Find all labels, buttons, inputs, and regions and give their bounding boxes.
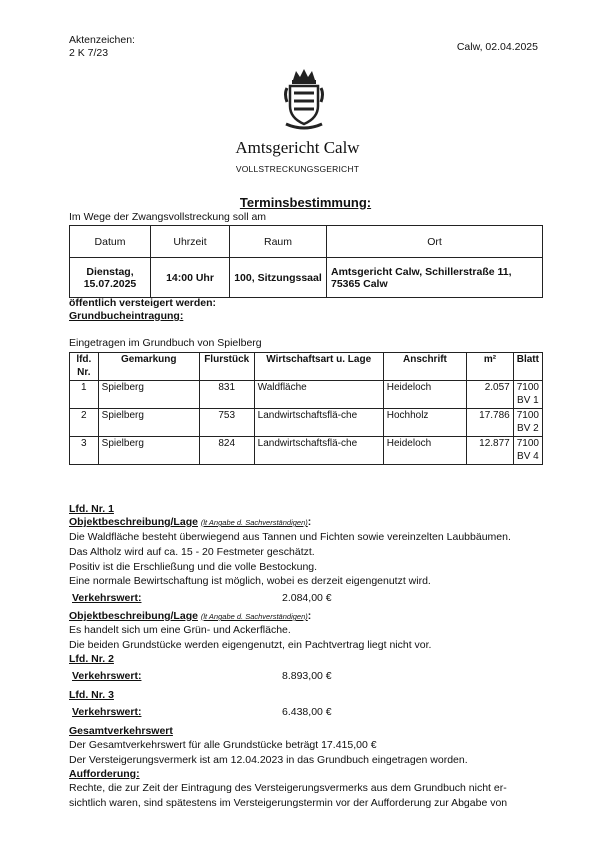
verkehrswert-value: 2.084,00 €: [282, 592, 332, 604]
cell-flurstueck: 824: [199, 437, 254, 465]
grundbuch-intro: Eingetragen im Grundbuch von Spielberg: [69, 337, 262, 349]
coat-of-arms-icon: [283, 68, 325, 132]
cell-gemarkung: Spielberg: [98, 437, 199, 465]
table-header-row: [70, 353, 543, 381]
cell-blatt: 7100 BV 2: [513, 409, 542, 437]
lfd1-line: Die Waldfläche besteht überwiegend aus Tannen und Fichten sowie vereinzelten Laubbäumen.: [69, 531, 511, 543]
cell-gemarkung: Spielberg: [98, 409, 199, 437]
aufforderung-line: Rechte, die zur Zeit der Eintragung des Versteigerungsvermerks aus dem Grundbuch nicht er-: [69, 782, 507, 794]
column-header: Datum: [70, 226, 151, 258]
cell-wirtschaftsart: Waldfläche: [254, 381, 383, 409]
cell-lfd: 3: [70, 437, 99, 465]
lfd3-heading: Lfd. Nr. 3: [69, 689, 114, 701]
cell-lfd: 2: [70, 409, 99, 437]
table-row: [70, 437, 543, 465]
column-header: Flurstück: [199, 353, 254, 381]
column-header: Blatt: [513, 353, 542, 381]
termin-location: Amtsgericht Calw, Schillerstraße 11, 75365 Calw: [327, 258, 543, 298]
court-subtitle: VOLLSTRECKUNGSGERICHT: [235, 164, 360, 174]
column-header: m²: [467, 353, 514, 381]
obj-desc-label-1: Objektbeschreibung/Lage (lt Angabe d. Sachverständigen):: [69, 516, 312, 528]
grundbuch-table: [69, 352, 543, 465]
column-header: Anschrift: [383, 353, 466, 381]
termin-room: 100, Sitzungssaal: [230, 258, 327, 298]
termin-time: 14:00 Uhr: [151, 258, 230, 298]
grundbuch-heading: Grundbucheintragung:: [69, 310, 184, 322]
verkehrswert-label: Verkehrswert:: [72, 706, 142, 718]
cell-anschrift: Heideloch: [383, 381, 466, 409]
gesamt-heading: Gesamtverkehrswert: [69, 725, 173, 737]
column-header: Gemarkung: [98, 353, 199, 381]
lfd1-line: Das Altholz wird auf ca. 15 - 20 Festmeter geschätzt.: [69, 546, 315, 558]
termin-date: Dienstag, 15.07.2025: [70, 258, 151, 298]
cell-area: 2.057: [467, 381, 514, 409]
column-header: Raum: [230, 226, 327, 258]
column-header: lfd. Nr.: [70, 353, 99, 381]
document-title: Terminsbestimmung:: [239, 195, 372, 210]
termin-table: [69, 225, 543, 298]
cell-flurstueck: 753: [199, 409, 254, 437]
lfd2-heading: Lfd. Nr. 2: [69, 653, 114, 665]
file-number: 2 K 7/23: [69, 47, 109, 59]
cell-gemarkung: Spielberg: [98, 381, 199, 409]
cell-area: 17.786: [467, 409, 514, 437]
lfd1-heading: Lfd. Nr. 1: [69, 503, 114, 515]
file-number-label: Aktenzeichen:: [69, 34, 135, 46]
gesamt-line: Der Versteigerungsvermerk ist am 12.04.2023 in das Grundbuch eingetragen worden.: [69, 754, 468, 766]
cell-anschrift: Hochholz: [383, 409, 466, 437]
cell-lfd: 1: [70, 381, 99, 409]
cell-blatt: 7100 BV 1: [513, 381, 542, 409]
verkehrswert-label: Verkehrswert:: [72, 670, 142, 682]
after-table-text: öffentlich versteigert werden:: [69, 297, 217, 309]
obj-desc-label-2: Objektbeschreibung/Lage (lt Angabe d. Sachverständigen):: [69, 610, 312, 622]
verkehrswert-label: Verkehrswert:: [72, 592, 142, 604]
cell-wirtschaftsart: Landwirtschaftsflä-che: [254, 409, 383, 437]
table-row: [70, 381, 543, 409]
verkehrswert-value: 6.438,00 €: [282, 706, 332, 718]
cell-wirtschaftsart: Landwirtschaftsflä-che: [254, 437, 383, 465]
verkehrswert-value: 8.893,00 €: [282, 670, 332, 682]
gesamt-line: Der Gesamtverkehrswert für alle Grundstücke beträgt 17.415,00 €: [69, 739, 377, 751]
table-row: [70, 258, 543, 298]
column-header: Ort: [327, 226, 543, 258]
cell-flurstueck: 831: [199, 381, 254, 409]
table-header-row: [70, 226, 543, 258]
obj2-line: Es handelt sich um eine Grün- und Ackerfläche.: [69, 624, 291, 636]
obj2-line: Die beiden Grundstücke werden eigengenutzt, ein Pachtvertrag liegt nicht vor.: [69, 639, 432, 651]
cell-anschrift: Heideloch: [383, 437, 466, 465]
column-header: Wirtschaftsart u. Lage: [254, 353, 383, 381]
lfd1-line: Positiv ist die Erschließung und die volle Bestockung.: [69, 561, 318, 573]
aufforderung-heading: Aufforderung:: [69, 768, 140, 780]
cell-blatt: 7100 BV 4: [513, 437, 542, 465]
intro-text: Im Wege der Zwangsvollstreckung soll am: [69, 211, 267, 223]
cell-area: 12.877: [467, 437, 514, 465]
column-header: Uhrzeit: [151, 226, 230, 258]
lfd1-line: Eine normale Bewirtschaftung ist möglich, wobei es derzeit eigengenutzt wird.: [69, 575, 431, 587]
court-name: Amtsgericht Calw: [235, 138, 360, 157]
aufforderung-line: sichtlich waren, sind spätestens im Versteigerungstermin vor der Aufforderung zur Abgabe von: [69, 797, 508, 809]
place-date: Calw, 02.04.2025: [456, 41, 538, 53]
table-row: [70, 409, 543, 437]
